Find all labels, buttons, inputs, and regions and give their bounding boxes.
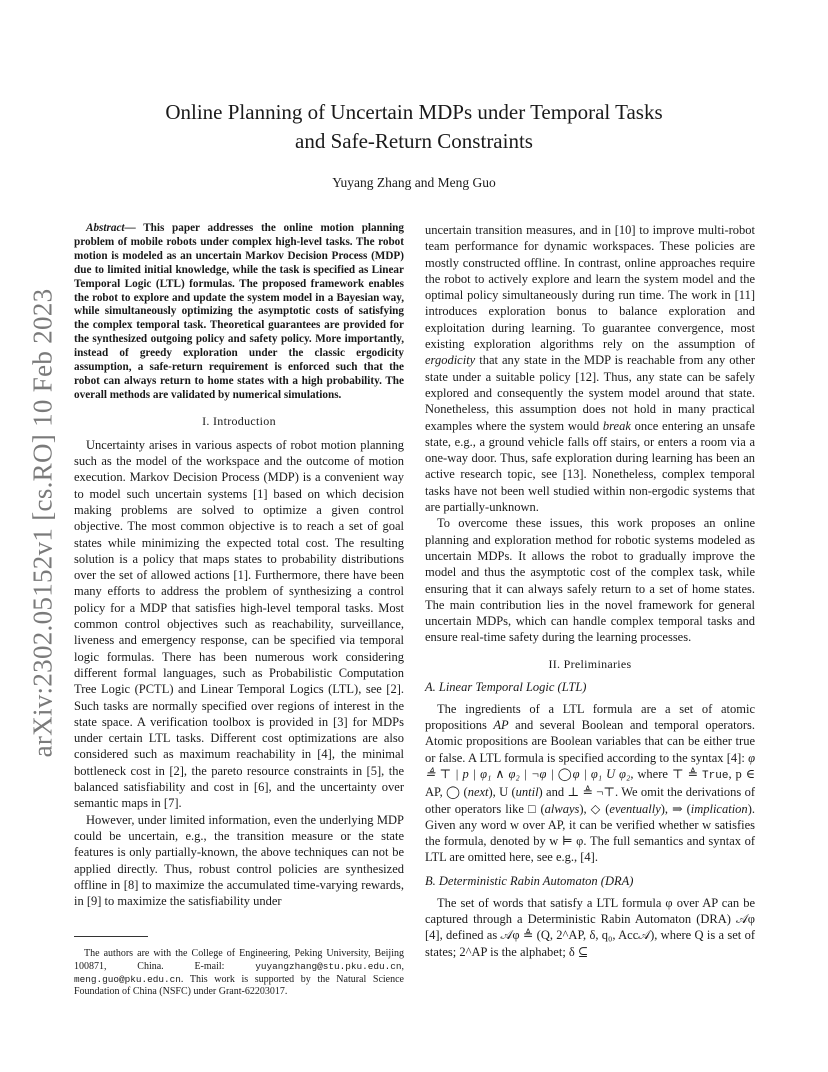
abstract-label: Abstract bbox=[86, 222, 125, 234]
subsection-heading-dra: B. Deterministic Rabin Automaton (DRA) bbox=[425, 873, 634, 888]
arxiv-identifier: arXiv:2302.05152v1 [cs.RO] 10 Feb 2023 bbox=[27, 288, 58, 758]
title-line-1: Online Planning of Uncertain MDPs under Temporal Tasks bbox=[165, 100, 663, 124]
ltl-text-a: The ingredients of a LTL formula are a set of atomic propositions bbox=[425, 701, 755, 733]
right-paragraph-2: To overcome these issues, this work proposes an online planning and exploration method for robotic systems modeled as uncertain MDPs. It allows the robot to gradually improve the model and thus the asymptotic cost of the complex task, while ensuring that it can always safely return to a set of home states. The main contribution lies in the novel framework for general uncertain MDPs, which can handle complex temporal tasks and ensure real-time safety during the learning processes. bbox=[425, 516, 755, 645]
arxiv-identifier-margin bbox=[17, 285, 69, 761]
term-implication: implication bbox=[690, 801, 748, 816]
term-until: until bbox=[515, 785, 539, 800]
intro-paragraph-2: However, under limited information, even the underlying MDP could be uncertain, e.g., the transition measure or the state features is only partially-known, the above techniques can not be applied directly. Thus, robust control policies are synthesized offline in [8] to maximize the accumulated time-varying rewards, in [9] to maximize the satisfiability under bbox=[74, 812, 404, 909]
ltl-ap-symbol: AP bbox=[493, 718, 509, 733]
abstract-text: — This paper addresses the online motion planning problem of mobile robots under complex high-level tasks. The robot motion is modeled as an uncertain Markov Decision Process (MDP) due to limited initial knowledge, while the task is specified as Linear Temporal Logic (LTL) formulas. The proposed framework enables the robot to explore and update the system model in a Bayesian way, while simultaneously optimizing the asymptotic costs of satisfying the complex temporal task. Theoretical guarantees are provided for the synthesized outgoing policy and safety policy. More importantly, instead of greedy exploration under the classic ergodicity assumption, a safe-return requirement is enforced such that the robot can always return to home states with a high probability. The overall methods are validated by numerical simulations. bbox=[74, 222, 404, 401]
author-list: Yuyang Zhang and Meng Guo bbox=[332, 175, 496, 190]
title-line-2: and Safe-Return Constraints bbox=[295, 129, 533, 153]
section-heading-preliminaries: II. Preliminaries bbox=[548, 656, 632, 671]
ltl-syntax-formula: φ ≜ ⊤ | p | φ₁ ∧ φ₂ | ¬φ | ◯φ | φ₁ U φ₂, bbox=[425, 750, 755, 781]
right-p1-text-b: that any state in the MDP is reachable from any other state under a suitable policy [12]. Thus, any state can be safely explored and consequently the system model around that state. Nonetheless, this assumption does not hold in many practical examples where the system would bbox=[425, 353, 755, 433]
ltl-text-h: ), ⇒ ( bbox=[660, 801, 691, 816]
footnote-email-2: meng.guo@pku.edu.cn bbox=[74, 973, 181, 985]
ltl-text-b: and several Boolean and temporal operators. Atomic propositions are Boolean variables that can be either true or false. A LTL formula is specified according to the syntax [4]: bbox=[425, 718, 755, 765]
ltl-paragraph bbox=[425, 701, 755, 866]
subsection-heading-ltl: A. Linear Temporal Logic (LTL) bbox=[425, 679, 587, 694]
term-ergodicity: ergodicity bbox=[425, 353, 476, 368]
ltl-text-e: ), U ( bbox=[488, 785, 516, 800]
author-footnote bbox=[74, 948, 404, 999]
right-p1-text-c: once entering an unsafe state, e.g., a ground vehicle falls off stairs, or enters a room via a one-way door. Thus, safe exploration during learning has been an active research topic, see [13]. Nonetheless, complex temporal tasks have not been well studied within non-ergodic systems that are partially-unknown. bbox=[425, 418, 755, 515]
footnote-rule bbox=[74, 936, 148, 937]
footnote-comma: , bbox=[401, 960, 404, 972]
dra-paragraph: The set of words that satisfy a LTL formula φ over AP can be captured through a Deterministic Rabin Automaton (DRA) 𝒜φ [4], defined as 𝒜φ ≜ (Q, 2^AP, δ, q₀, Acc𝒜), where Q is a set of states; 2^AP is the alphabet; δ ⊆ bbox=[425, 895, 755, 959]
footnote-text-b: . This work is supported by the Natural Science Foundation of China (NSFC) under Grant-62203017. bbox=[74, 973, 404, 998]
paper-title bbox=[100, 98, 728, 156]
ltl-text-d: , p ∈ AP, ◯ ( bbox=[425, 766, 755, 800]
term-next: next bbox=[467, 785, 489, 800]
footnote-email-1: yuyangzhang@stu.pku.edu.cn bbox=[255, 960, 402, 972]
abstract bbox=[74, 222, 404, 403]
left-column bbox=[74, 222, 404, 909]
term-eventually: eventually bbox=[609, 801, 661, 816]
right-paragraph-1 bbox=[425, 222, 755, 515]
right-column bbox=[425, 222, 755, 960]
footnote-text-a: The authors are with the College of Engineering, Peking University, Beijing 100871, China. E-mail: bbox=[74, 948, 404, 972]
term-break: break bbox=[602, 418, 631, 433]
ltl-true-literal: True bbox=[702, 769, 729, 782]
ltl-text-g: ), ◇ ( bbox=[579, 801, 610, 816]
ltl-text-c: where ⊤ ≜ bbox=[633, 766, 703, 781]
term-always: always bbox=[544, 801, 580, 816]
intro-paragraph-1: Uncertainty arises in various aspects of robot motion planning such as the model of the workspace and the outcome of motion execution. Markov Decision Process (MDP) is a convenient way to model such uncertain systems [1] based on which decision making problems are solved to optimize a given control objective. The most common objective is to reach a set of goal states while minimizing the expected total cost. The resulting solution is a policy that maps states to probability distributions over the set of allowed actions [1]. Furthermore, there have been many efforts to address the problem of synthesizing a control policy for a MDP that satisfies high-level temporal tasks. Most common control objectives such as reachability, surveillance, liveness and emergency response, can be specified via temporal logic formulas. There has been numerous work considering different formal languages, such as Probabilistic Computation Tree Logic (PCTL) and Linear Temporal Logics (LTL), see [2]. Such tasks are normally specified over regions of interest in the state space. A verification toolbox is provided in [3] for MDPs under certain LTL tasks. Different cost optimizations are also considered such as maximum reachability in [4], the minimal bottleneck cost in [2], the pareto resource constraints in [5], the balanced satisfiability and cost in [6], and the uncertainty over semantic maps in [7]. bbox=[74, 437, 404, 811]
right-p1-text-a: uncertain transition measures, and in [10] to improve multi-robot team performance for dynamic workspaces. These policies are mostly constructed offline. In contrast, online approaches require the robot to actively explore and learn the system model and the optimal policy simultaneously during run time. The work in [11] introduces exploration bonus to balance exploration and exploitation during learning. To guarantee convergence, most existing exploration algorithms rely on the assumption of bbox=[425, 223, 755, 352]
section-heading-introduction: I. Introduction bbox=[202, 413, 276, 428]
ltl-text-i: ). Given any word w over AP, it can be verified whether w satisfies the formula, denoted by w ⊨ φ. The full semantics and syntax of LTL are omitted here, see e.g., [4]. bbox=[425, 801, 755, 865]
ltl-text-f: ) and ⊥ ≜ ¬⊤. We omit the derivations of other operators like □ ( bbox=[425, 785, 755, 816]
